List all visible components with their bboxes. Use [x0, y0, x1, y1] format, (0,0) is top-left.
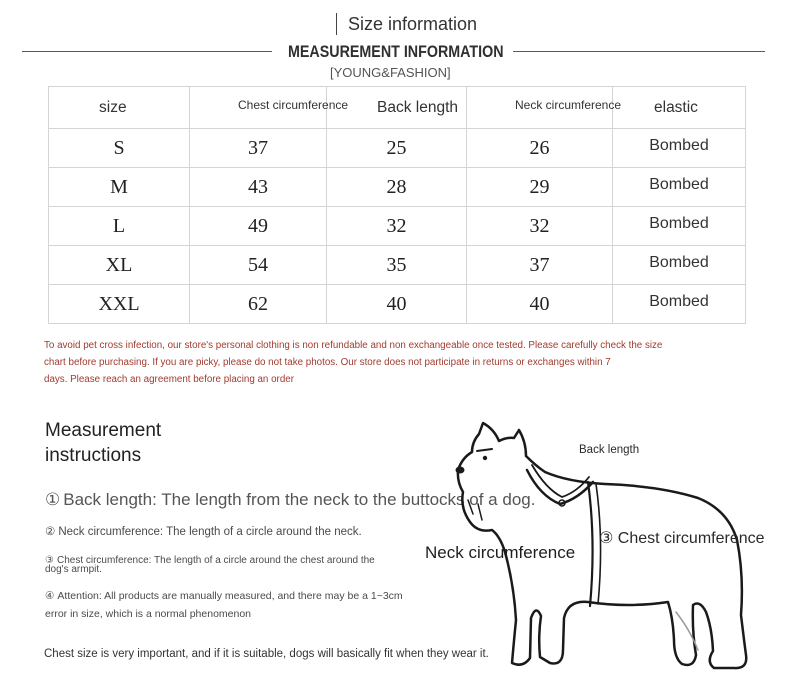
brand-tagline: [YOUNG&FASHION]	[330, 65, 451, 80]
notice-line: chart before purchasing. If you are picky, please do not take photos. Our store does not participate in returns or exchanges within 7	[44, 357, 611, 368]
cell-elastic: Bombed	[613, 246, 746, 285]
cell-size: S	[49, 129, 190, 168]
instruction-marker: ④	[45, 590, 55, 602]
table-row	[49, 207, 746, 246]
table-header-row	[49, 87, 746, 129]
instruction-marker: ②	[45, 526, 56, 538]
column-header-neck: Neck circumference	[467, 87, 613, 129]
table-row	[49, 168, 746, 207]
cell-neck: 40	[467, 285, 613, 324]
cell-neck: 26	[467, 129, 613, 168]
harness-chest-strap	[588, 482, 593, 606]
cell-size: XXL	[49, 285, 190, 324]
cell-size: L	[49, 207, 190, 246]
instruction-text-cont: error in size, which is a normal phenomenon	[45, 608, 252, 620]
instruction-text: Attention: All products are manually measured, and there may be a 1~3cm	[57, 590, 403, 602]
column-header-chest: Chest circumference	[190, 87, 327, 129]
instruction-text-cont: dog's armpit.	[45, 564, 102, 575]
dog-nose	[456, 467, 465, 474]
cell-chest: 62	[190, 285, 327, 324]
dog-eye	[483, 456, 487, 460]
cell-size: XL	[49, 246, 190, 285]
table-row	[49, 246, 746, 285]
cell-chest: 43	[190, 168, 327, 207]
page-title: Size information	[336, 13, 477, 35]
cell-back: 32	[327, 207, 467, 246]
instruction-attention	[45, 587, 403, 623]
cell-back: 28	[327, 168, 467, 207]
instructions-title: Measurement instructions	[45, 420, 162, 466]
dog-eyebrow	[477, 449, 492, 451]
table-row	[49, 129, 746, 168]
diagram-label-chest: ③ Chest circumference	[599, 530, 765, 547]
diagram-label-neck: Neck circumference	[425, 543, 576, 562]
cell-size: M	[49, 168, 190, 207]
cell-back: 35	[327, 246, 467, 285]
header-divider-left	[22, 51, 272, 52]
instruction-chest	[45, 556, 375, 574]
table-row	[49, 285, 746, 324]
instruction-marker: ①	[45, 490, 61, 509]
cell-neck: 37	[467, 246, 613, 285]
cell-back: 25	[327, 129, 467, 168]
cell-neck: 32	[467, 207, 613, 246]
cell-chest: 49	[190, 207, 327, 246]
cell-elastic: Bombed	[613, 129, 746, 168]
cell-elastic: Bombed	[613, 168, 746, 207]
dog-beard	[468, 500, 482, 520]
size-table	[48, 86, 746, 324]
notice-line: days. Please reach an agreement before placing an order	[44, 374, 294, 385]
return-policy-notice	[44, 337, 662, 388]
harness-neck-strap	[527, 470, 593, 504]
instruction-neck	[45, 524, 362, 538]
chest-size-tip: Chest size is very important, and if it is suitable, dogs will basically fit when they wear it.	[44, 648, 489, 660]
cell-chest: 54	[190, 246, 327, 285]
column-header-size: size	[49, 87, 190, 129]
header-divider-right	[513, 51, 765, 52]
instruction-text: Neck circumference: The length of a circle around the neck.	[58, 526, 362, 538]
cell-elastic: Bombed	[613, 285, 746, 324]
cell-back: 40	[327, 285, 467, 324]
instruction-text: Back length: The length from the neck to the buttocks of a dog.	[63, 490, 536, 509]
cell-elastic: Bombed	[613, 207, 746, 246]
column-header-elastic: elastic	[613, 87, 746, 129]
notice-line: To avoid pet cross infection, our store's personal clothing is non refundable and non exchangeable once tested. Please carefully check the size	[44, 340, 663, 351]
diagram-label-back-length: Back length	[579, 444, 640, 456]
instruction-text: Chest circumference: The length of a circle around the chest around the	[56, 555, 375, 566]
cell-chest: 37	[190, 129, 327, 168]
instruction-marker: ③	[45, 555, 54, 566]
cell-neck: 29	[467, 168, 613, 207]
column-header-back: Back length	[327, 87, 467, 129]
section-heading: MEASUREMENT INFORMATION	[288, 42, 504, 61]
